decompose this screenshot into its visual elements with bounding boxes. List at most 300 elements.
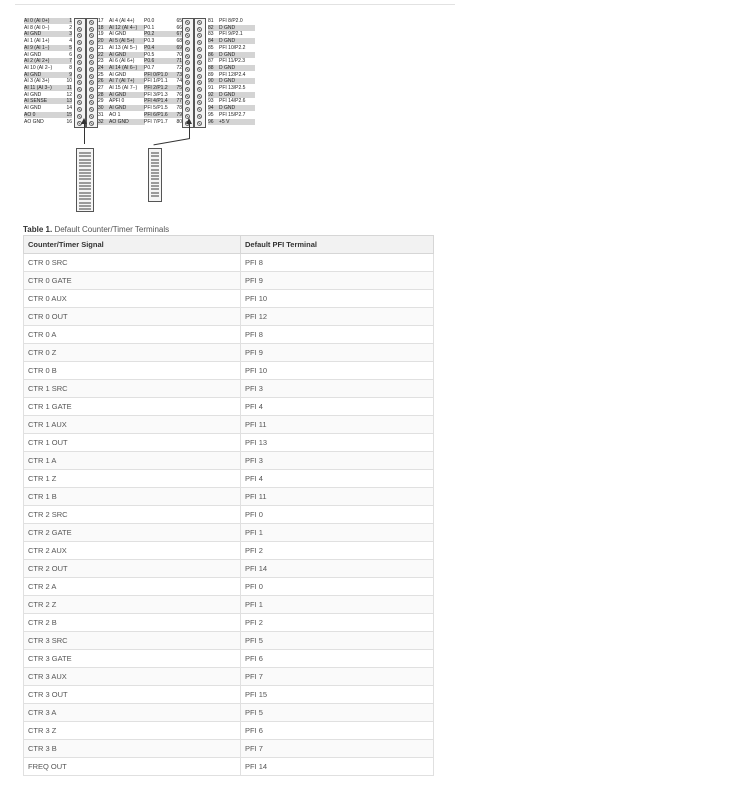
pin-row [98,25,145,31]
screw-terminal-icon [89,60,94,65]
pin-number: 84 [208,38,214,45]
table-row [24,272,434,290]
pin-row [24,18,72,24]
pin-number: 80 [176,118,182,125]
pin-label: PFI 7/P1.7 [144,118,168,125]
terminal-cell: PFI 0 [241,578,434,596]
pin-row [144,25,182,31]
pin-label: D GND [219,24,236,31]
pin-label: AI 4 (AI 4+) [109,18,135,24]
pin-number: 76 [176,91,182,98]
screw-terminal-icon [77,80,82,85]
signal-cell: CTR 3 AUX [24,668,241,686]
pin-row [144,85,182,91]
screw-terminal-icon [89,20,94,25]
pin-number: 7 [69,58,72,65]
screw-terminal-icon [185,20,190,25]
screw-terminal-icon [77,33,82,38]
pin-row [24,65,72,71]
connector-pin-icon [151,185,159,187]
connector-pin-icon [151,188,159,190]
pin-label: PFI 1/P1.1 [144,78,168,85]
terminal-block-right-b [194,18,206,128]
pin-number: 11 [66,85,72,91]
pin-row [144,45,182,51]
pin-row [208,112,255,118]
pin-label: AI GND [109,91,127,98]
table-row [24,362,434,380]
pin-row [144,18,182,24]
pin-row [208,31,255,37]
pin-number: 90 [208,78,214,85]
connector-pin-icon [79,162,91,164]
pin-label: P0.4 [144,44,155,51]
terminal-cell: PFI 1 [241,524,434,542]
connector-pin-icon [151,178,159,180]
screw-terminal-icon [197,67,202,72]
pin-row [208,38,255,44]
terminal-block-left-a [74,18,86,128]
terminal-cell: PFI 11 [241,416,434,434]
screw-terminal-icon [89,80,94,85]
terminal-cell: PFI 5 [241,704,434,722]
terminal-cell: PFI 15 [241,686,434,704]
table-row [24,542,434,560]
pin-number: 93 [208,98,214,105]
table-row [24,560,434,578]
pin-label: P0.5 [144,51,155,58]
pin-number: 10 [66,78,72,85]
pin-number: 83 [208,31,214,38]
pin-label: AI GND [109,31,127,38]
table-row [24,470,434,488]
connector-left [76,148,94,212]
signal-cell: CTR 1 OUT [24,434,241,452]
top-divider [15,4,455,5]
screw-terminal-icon [89,54,94,59]
pin-label: AI 15 (AI 7−) [109,85,138,91]
connector-pin-icon [79,172,91,174]
signal-cell: CTR 2 GATE [24,524,241,542]
table-row [24,398,434,416]
pin-label: AO 0 [24,111,36,118]
pin-number: 85 [208,44,214,51]
terminal-cell: PFI 14 [241,758,434,776]
pin-number: 96 [208,118,214,125]
pin-label: AI 7 (AI 7+) [109,78,135,85]
pin-label: P0.6 [144,58,155,65]
connector-pin-icon [79,159,91,161]
table-caption [23,225,169,234]
pin-number: 68 [176,38,182,45]
pin-label: APFI 0 [109,98,125,105]
pin-row [144,119,182,125]
pin-row [208,25,255,31]
screw-terminal-icon [185,54,190,59]
pin-label: P0.3 [144,38,155,45]
pin-label: D GND [219,38,236,45]
screw-terminal-icon [77,87,82,92]
pin-label: AI 10 (AI 2−) [24,64,53,71]
pin-label: PFI 13/P2.5 [219,85,246,91]
column-header-signal: Counter/Timer Signal [24,236,241,254]
screw-terminal-icon [89,107,94,112]
signal-cell: CTR 3 B [24,740,241,758]
pin-number: 25 [98,71,104,78]
screw-terminal-icon [197,107,202,112]
pin-number: 82 [208,24,214,31]
pin-number: 4 [69,38,72,45]
signal-cell: CTR 3 A [24,704,241,722]
signal-cell: CTR 1 A [24,452,241,470]
screw-terminal-icon [185,74,190,79]
connector-pin-icon [151,172,159,174]
pin-row [98,112,145,118]
connector-pin-icon [151,169,159,171]
terminal-block-right-a [182,18,194,128]
terminal-cell: PFI 8 [241,254,434,272]
table-row [24,452,434,470]
connector-pin-icon [151,165,159,167]
screw-terminal-icon [89,74,94,79]
signal-cell: CTR 2 A [24,578,241,596]
column-header-terminal: Default PFI Terminal [241,236,434,254]
pin-row [144,72,182,78]
terminal-cell: PFI 6 [241,650,434,668]
pin-label: PFI 9/P2.1 [219,31,243,38]
table-row [24,740,434,758]
signal-cell: CTR 0 B [24,362,241,380]
pin-number: 29 [98,98,104,105]
screw-terminal-icon [197,33,202,38]
pin-row [208,119,255,125]
table-row [24,686,434,704]
pin-row [98,72,145,78]
screw-terminal-icon [77,54,82,59]
screw-terminal-icon [197,100,202,105]
pin-row [24,31,72,37]
pin-number: 88 [208,64,214,71]
signal-cell: CTR 1 B [24,488,241,506]
pin-number: 19 [98,31,104,38]
table-row [24,614,434,632]
screw-terminal-icon [77,60,82,65]
connector-pin-icon [151,162,159,164]
pin-row [144,31,182,37]
pin-label: PFI 6/P1.6 [144,111,168,118]
signal-cell: CTR 0 OUT [24,308,241,326]
pin-row [144,65,182,71]
pin-number: 86 [208,51,214,58]
connector-pin-icon [151,159,159,161]
table-row [24,524,434,542]
pin-label: AI GND [109,51,127,58]
pin-number: 16 [66,118,72,125]
screw-terminal-icon [185,80,190,85]
table-row [24,668,434,686]
pin-label: PFI 10/P2.2 [219,44,246,51]
signal-cell: CTR 3 Z [24,722,241,740]
pin-row [208,85,255,91]
screw-terminal-icon [185,67,190,72]
connector-pin-icon [79,192,91,194]
pin-number: 91 [208,85,214,91]
pin-number: 24 [98,64,104,71]
pin-row [98,45,145,51]
pin-number: 73 [176,71,182,78]
terminal-cell: PFI 6 [241,722,434,740]
screw-terminal-icon [185,107,190,112]
screw-terminal-icon [185,47,190,52]
pin-row [24,112,72,118]
pin-row [208,92,255,98]
pin-label: PFI 15/P2.7 [219,111,246,118]
pin-label: AI 6 (AI 6+) [109,58,135,65]
pin-row [24,92,72,98]
pin-label: PFI 5/P1.5 [144,105,168,112]
screw-terminal-icon [185,94,190,99]
pin-row [24,58,72,64]
screw-terminal-icon [77,100,82,105]
terminal-cell: PFI 5 [241,632,434,650]
pin-number: 71 [176,58,182,65]
pin-number: 6 [69,51,72,58]
terminal-cell: PFI 1 [241,596,434,614]
screw-terminal-icon [89,121,94,126]
table-caption-text: Default Counter/Timer Terminals [54,225,170,234]
pin-label: D GND [219,91,236,98]
table-row [24,326,434,344]
terminal-block-left-b [86,18,98,128]
table-row [24,416,434,434]
pin-row [208,45,255,51]
connector-pin-icon [79,165,91,167]
pin-row [208,72,255,78]
pin-number: 94 [208,105,214,112]
pin-row [98,78,145,84]
signal-cell: CTR 3 GATE [24,650,241,668]
pin-number: 28 [98,91,104,98]
pin-label: AI GND [24,91,42,98]
table-row [24,434,434,452]
pin-row [24,105,72,111]
screw-terminal-icon [89,94,94,99]
pin-label: PFI 4/P1.4 [144,98,168,105]
connector-pin-icon [79,198,91,200]
connector-pin-icon [79,152,91,154]
pin-label: D GND [219,78,236,85]
pin-number: 79 [176,111,182,118]
pin-label: PFI 12/P2.4 [219,71,246,78]
pin-row [24,78,72,84]
screw-terminal-icon [77,107,82,112]
connector-right [148,148,162,202]
pin-label: AI GND [24,51,42,58]
pin-label: D GND [219,105,236,112]
pin-row [208,78,255,84]
pin-label: PFI 3/P1.3 [144,91,168,98]
pin-number: 27 [98,85,104,91]
pin-row [144,92,182,98]
screw-terminal-icon [197,121,202,126]
table-row [24,578,434,596]
screw-terminal-icon [197,80,202,85]
table-caption-label: Table 1. [23,225,53,234]
terminal-cell: PFI 14 [241,560,434,578]
pin-row [98,85,145,91]
terminal-cell: PFI 12 [241,308,434,326]
pin-number: 75 [176,85,182,91]
pin-row [98,52,145,58]
pin-number: 74 [176,78,182,85]
table-row [24,308,434,326]
pin-row [144,58,182,64]
connector-pin-icon [151,192,159,194]
signal-cell: CTR 1 Z [24,470,241,488]
terminal-cell: PFI 7 [241,668,434,686]
table-row [24,506,434,524]
signal-cell: FREQ OUT [24,758,241,776]
pin-row [144,38,182,44]
table-row [24,488,434,506]
screw-terminal-icon [197,20,202,25]
pin-label: AI GND [24,31,42,38]
pin-label: AI GND [24,105,42,112]
pin-label: AI GND [109,105,127,112]
connector-pin-icon [79,202,91,204]
pin-label: AI 12 (AI 4−) [109,24,138,31]
screw-terminal-icon [77,40,82,45]
screw-terminal-icon [185,33,190,38]
terminal-cell: PFI 9 [241,344,434,362]
signal-cell: CTR 2 B [24,614,241,632]
pin-number: 26 [98,78,104,85]
pin-number: 5 [69,44,72,51]
pin-label: AI 1 (AI 1+) [24,38,50,45]
pin-number: 2 [69,24,72,31]
pin-number: 69 [176,44,182,51]
pin-label: D GND [219,64,236,71]
pin-label: AI 5 (AI 5+) [109,38,135,45]
pin-number: 31 [98,111,104,118]
table-row [24,632,434,650]
pin-row [208,65,255,71]
signal-cell: CTR 1 GATE [24,398,241,416]
terminal-cell: PFI 2 [241,542,434,560]
screw-terminal-icon [197,87,202,92]
pin-label: AI 13 (AI 5−) [109,44,138,51]
connector-pin-icon [79,169,91,171]
screw-terminal-icon [89,114,94,119]
pin-row [144,105,182,111]
connector-pin-icon [151,195,159,197]
counter-timer-table [23,235,434,776]
pin-row [24,98,72,104]
pin-number: 92 [208,91,214,98]
pin-row [144,112,182,118]
terminal-cell: PFI 2 [241,614,434,632]
pin-row [24,25,72,31]
pin-row [98,65,145,71]
screw-terminal-icon [197,94,202,99]
table-row [24,704,434,722]
pin-row [24,72,72,78]
pin-number: 21 [98,44,104,51]
screw-terminal-icon [89,87,94,92]
pin-label: AO 1 [109,111,121,118]
screw-terminal-icon [185,27,190,32]
pin-number: 72 [176,64,182,71]
pin-label: PFI 2/P1.2 [144,85,168,91]
table-row [24,290,434,308]
pin-row [98,92,145,98]
terminal-cell: PFI 3 [241,380,434,398]
pin-number: 87 [208,58,214,65]
screw-terminal-icon [197,60,202,65]
connector-pin-icon [79,195,91,197]
pin-row [24,119,72,125]
pin-label: P0.1 [144,24,155,31]
pin-row [24,85,72,91]
connector-pin-icon [151,182,159,184]
terminal-cell: PFI 10 [241,362,434,380]
signal-cell: CTR 1 AUX [24,416,241,434]
pin-label: P0.0 [144,18,155,24]
pin-number: 3 [69,31,72,38]
signal-cell: CTR 0 Z [24,344,241,362]
connector-pin-icon [79,182,91,184]
pin-number: 78 [176,105,182,112]
terminal-cell: PFI 13 [241,434,434,452]
pin-label: P0.7 [144,64,155,71]
pin-row [144,52,182,58]
pin-row [98,18,145,24]
pin-number: 20 [98,38,104,45]
table-row [24,650,434,668]
pin-row [208,58,255,64]
pin-number: 13 [66,98,72,105]
pin-number: 70 [176,51,182,58]
pin-number: 32 [98,118,104,125]
table-row [24,380,434,398]
screw-terminal-icon [185,100,190,105]
connector-pin-icon [151,175,159,177]
pin-label: AI GND [24,71,42,78]
screw-terminal-icon [77,94,82,99]
pin-label: PFI 14/P2.6 [219,98,246,105]
pin-row [98,105,145,111]
signal-cell: CTR 1 SRC [24,380,241,398]
signal-cell: CTR 2 OUT [24,560,241,578]
connector-pin-icon [79,175,91,177]
pinout-diagram [22,18,252,213]
screw-terminal-icon [77,74,82,79]
signal-cell: CTR 2 SRC [24,506,241,524]
pin-label: D GND [219,51,236,58]
pin-number: 81 [208,18,214,24]
pin-number: 66 [176,24,182,31]
table-row [24,596,434,614]
screw-terminal-icon [77,67,82,72]
connector-lead-right [189,124,190,138]
pin-label: AI 3 (AI 3+) [24,78,50,85]
screw-terminal-icon [89,100,94,105]
signal-cell: CTR 2 AUX [24,542,241,560]
screw-terminal-icon [77,47,82,52]
pin-row [98,31,145,37]
pin-label: +5 V [219,118,230,125]
pin-number: 77 [176,98,182,105]
